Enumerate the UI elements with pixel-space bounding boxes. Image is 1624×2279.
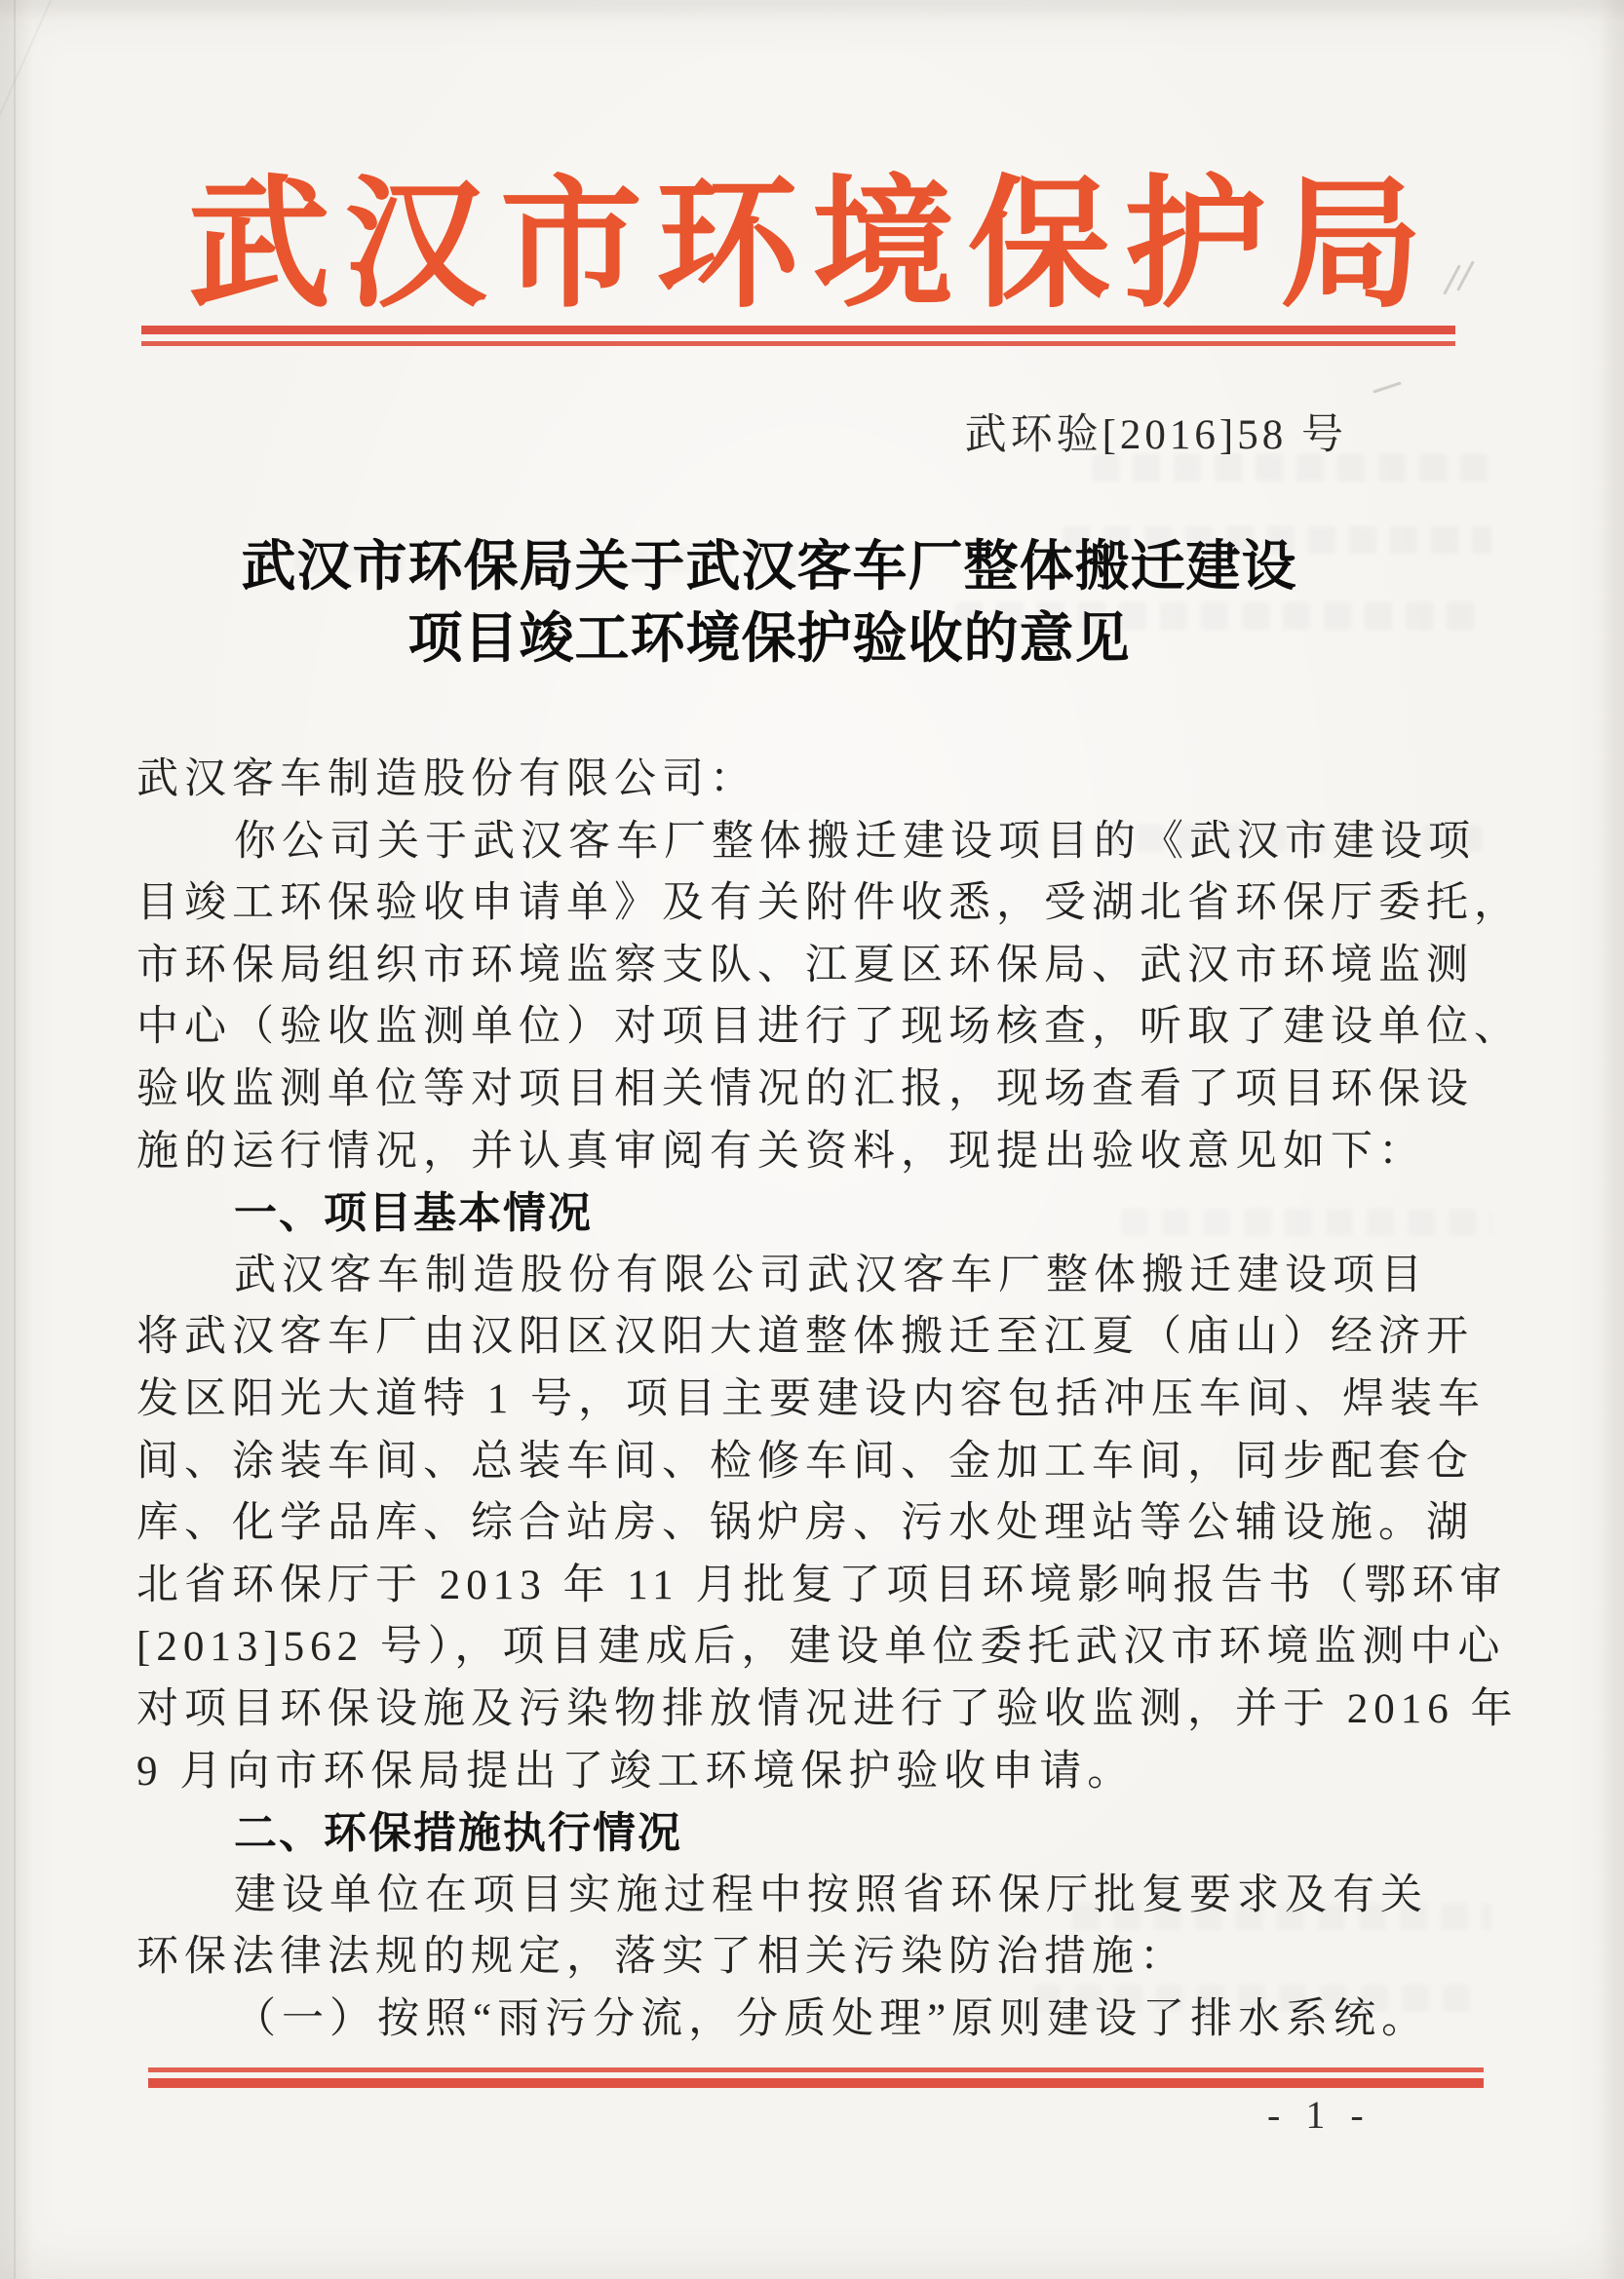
body-line: 你公司关于武汉客车厂整体搬迁建设项目的《武汉市建设项 [234,818,1476,865]
footer-rule [148,2067,1484,2088]
body-line: 9 月向市环保局提出了竣工环境保护验收申请。 [136,1748,1136,1795]
header-rule [141,326,1455,346]
title-line-1: 武汉市环保局关于武汉客车厂整体搬迁建设 [241,537,1297,598]
body-line: 中心（验收监测单位）对项目进行了现场核查，听取了建设单位、 [136,1004,1522,1051]
body-line: 环保法律法规的规定，落实了相关污染防治措施： [136,1934,1187,1981]
body-text [136,749,1521,2050]
body-line: 发区阳光大道特 1 号，项目主要建设内容包括冲压车间、焊装车 [136,1375,1486,1422]
document-title [0,531,1538,676]
pencil-mark [1373,381,1401,393]
section-heading: 一、项目基本情况 [234,1189,593,1238]
agency-name: 武汉市环境保护局 [188,167,1436,325]
section-heading: 二、环保措施执行情况 [234,1809,682,1858]
body-line: 市环保局组织市环境监察支队、江夏区环保局、武汉市环境监测 [136,942,1474,988]
body-line: 库、化学品库、综合站房、锅炉房、污水处理站等公辅设施。湖 [136,1500,1474,1547]
header-rule-thick [141,326,1455,334]
title-line-2: 项目竣工环境保护验收的意见 [407,609,1131,670]
body-line: 将武汉客车厂由汉阳区汉阳大道整体搬迁至江夏（庙山）经济开 [136,1314,1474,1361]
body-line: [2013]562 号），项目建成后，建设单位委托武汉市环境监测中心 [136,1624,1506,1671]
body-line: 北省环保厅于 2013 年 11 月批复了项目环境影响报告书（鄂环审 [136,1562,1508,1608]
body-line: 武汉客车制造股份有限公司武汉客车厂整体搬迁建设项目 [234,1252,1428,1298]
body-line: 目竣工环保验收申请单》及有关附件收悉，受湖北省环保厅委托， [136,880,1522,927]
body-line: （一）按照“雨污分流，分质处理”原则建设了排水系统。 [234,1995,1430,2042]
paper-crease [14,0,16,2279]
footer-rule-thick [148,2078,1484,2088]
header-rule-thin [141,341,1455,346]
body-line: 间、涂装车间、总装车间、检修车间、金加工车间，同步配套仓 [136,1438,1474,1485]
page-number: - 1 - [1267,2093,1372,2137]
body-line: 施的运行情况，并认真审阅有关资料，现提出验收意见如下： [136,1128,1426,1175]
body-line: 对项目环保设施及污染物排放情况进行了验收监测，并于 2016 年 [136,1685,1519,1732]
body-line: 验收监测单位等对项目相关情况的汇报，现场查看了项目环保设 [136,1065,1474,1112]
document-number: 武环验[2016]58 号 [964,412,1347,458]
body-line: 武汉客车制造股份有限公司： [136,756,757,802]
footer-rule-thin [148,2067,1484,2072]
body-line: 建设单位在项目实施过程中按照省环保厅批复要求及有关 [234,1872,1428,1918]
